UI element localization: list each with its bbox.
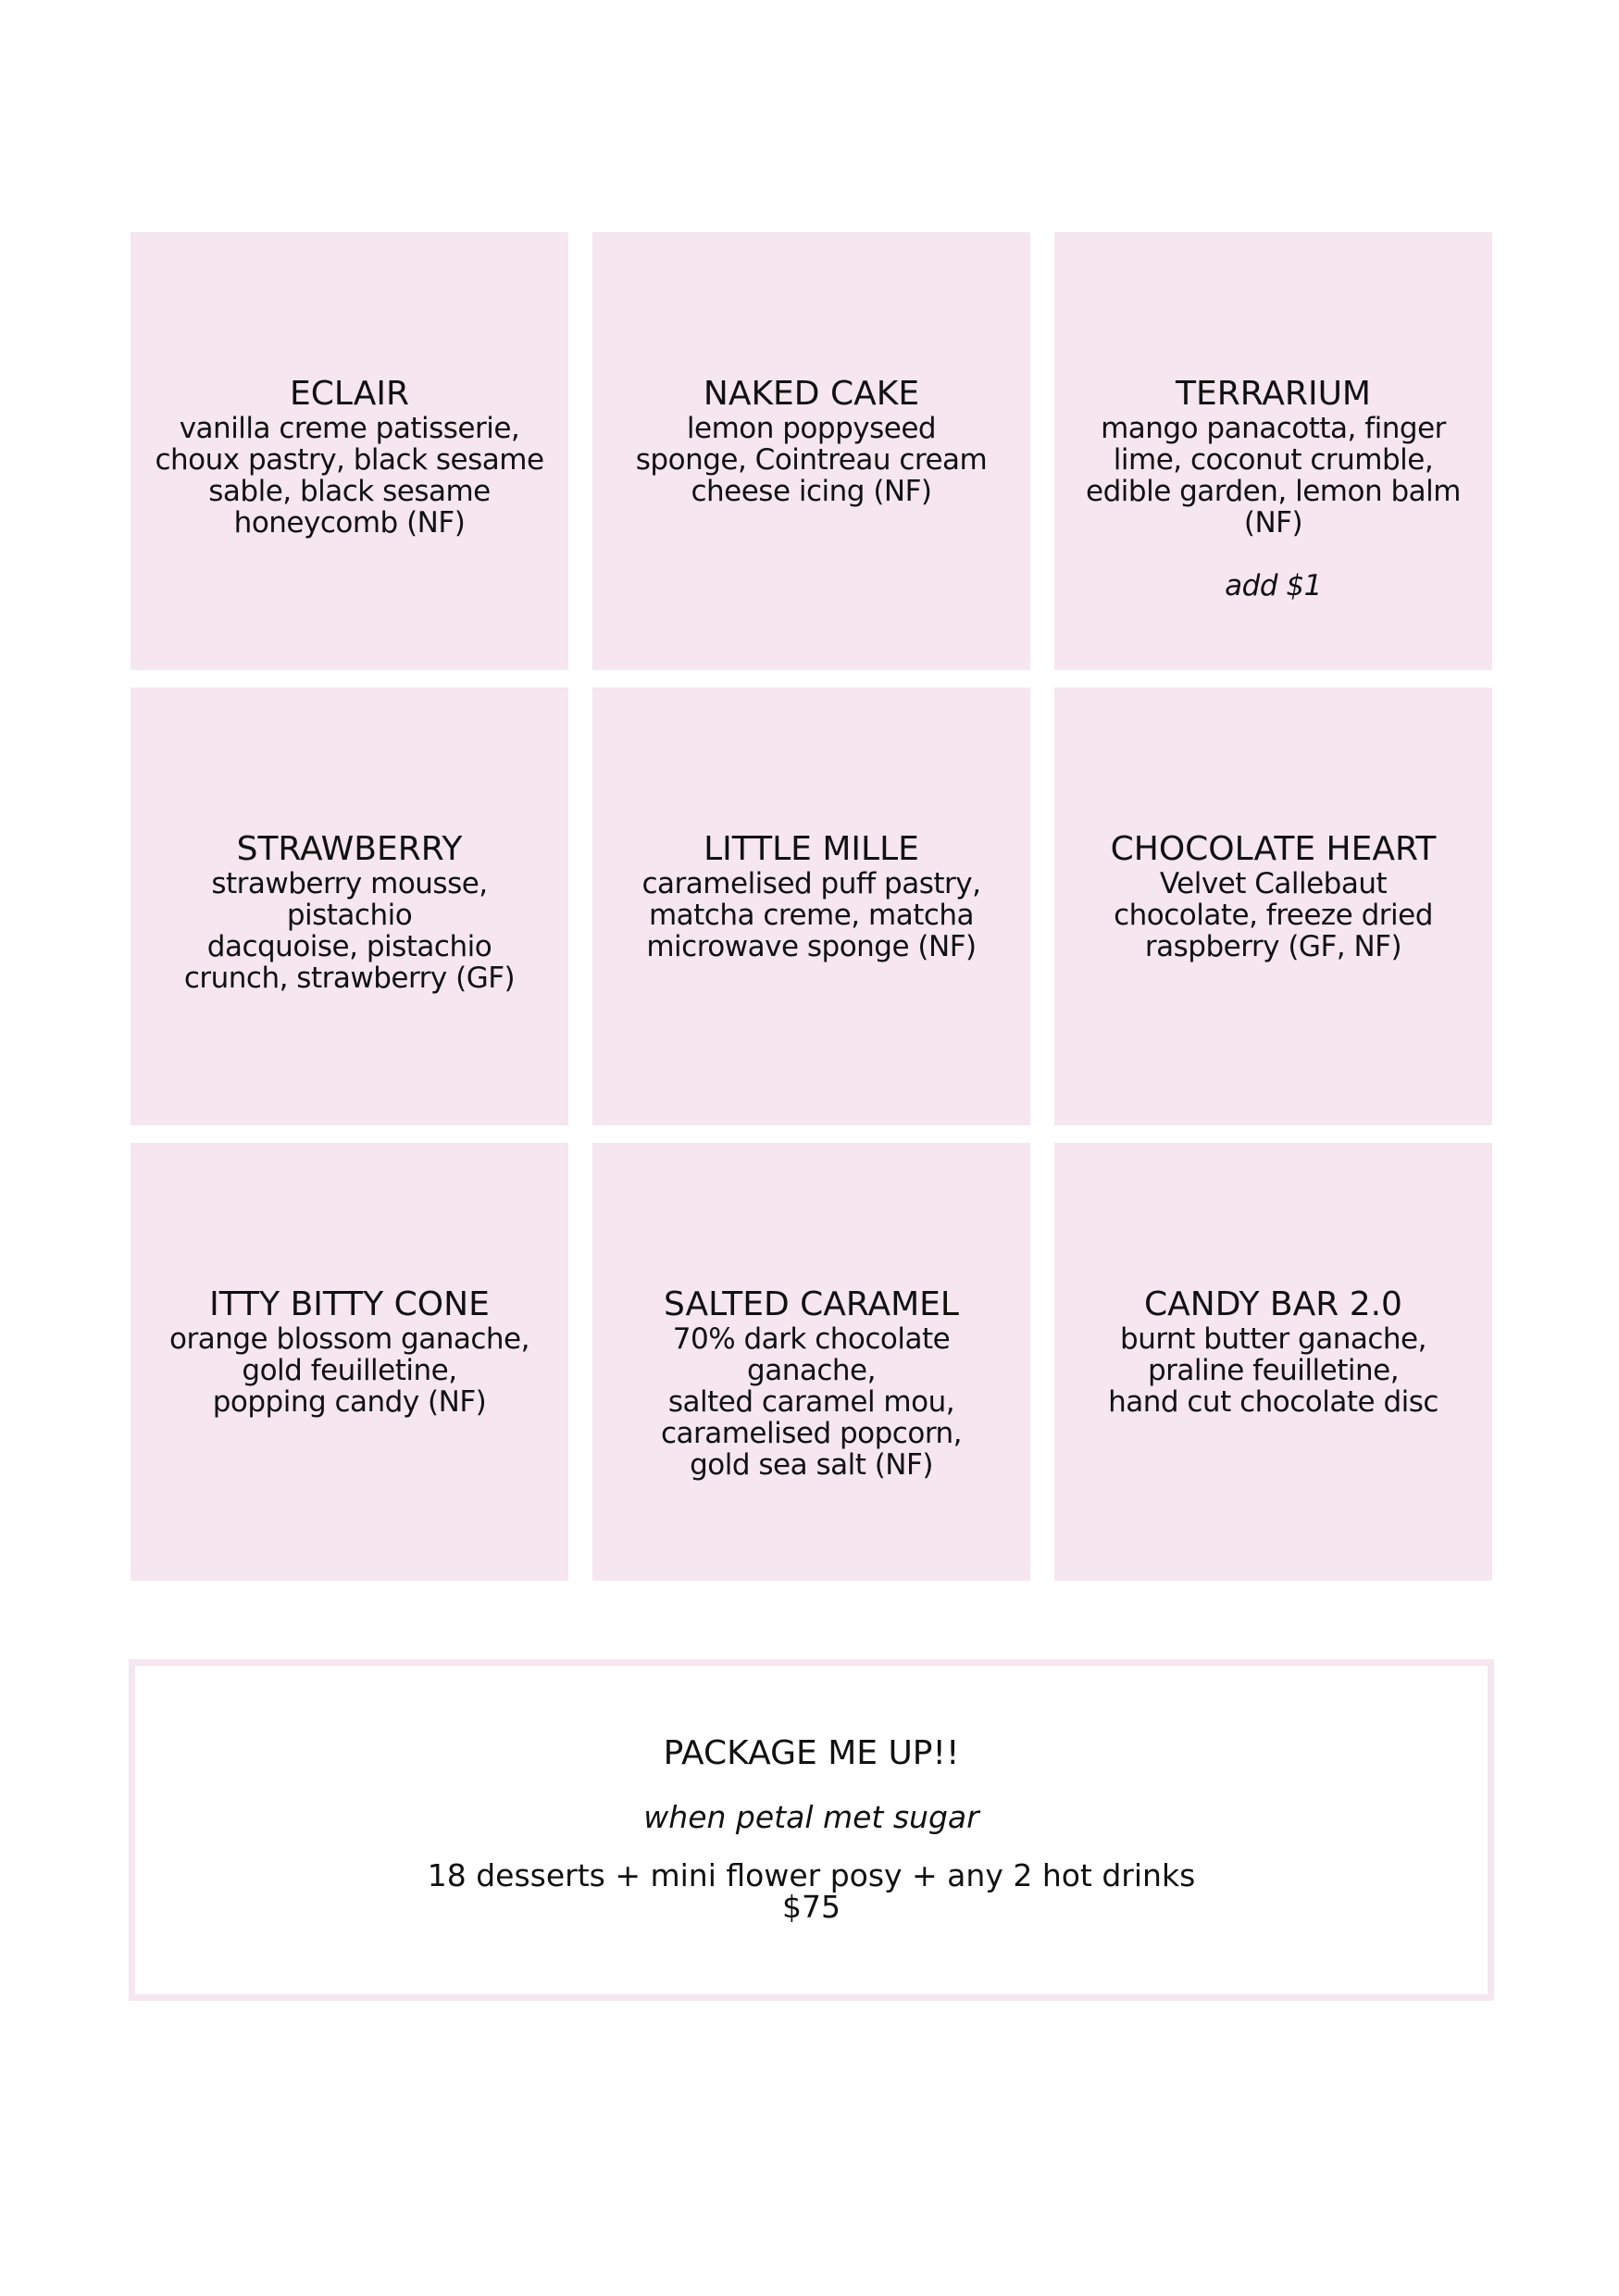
package-subtitle: when petal met sugar — [643, 1799, 979, 1835]
item-description: caramelised puff pastry, matcha creme, matcha microwave sponge (NF) — [641, 867, 981, 963]
item-description: strawberry mousse, pistachio dacquoise, pistachio crunch, strawberry (GF) — [183, 867, 516, 995]
menu-card-candy-bar — [1054, 1143, 1492, 1581]
menu-card-naked-cake — [592, 232, 1030, 670]
menu-card-little-mille — [592, 688, 1030, 1125]
item-surcharge: add $1 — [1225, 569, 1322, 602]
package-title: PACKAGE ME UP!! — [663, 1734, 960, 1772]
item-title: ECLAIR — [289, 375, 410, 413]
menu-card-strawberry — [131, 688, 568, 1125]
menu-card-salted-caramel — [592, 1143, 1030, 1581]
menu-card-terrarium — [1054, 232, 1492, 670]
item-title: LITTLE MILLE — [704, 830, 919, 868]
item-description: 70% dark chocolate ganache, salted caramel mou, caramelised popcorn, gold sea salt (NF) — [660, 1322, 963, 1482]
menu-card-chocolate-heart — [1054, 688, 1492, 1125]
item-title: NAKED CAKE — [703, 375, 920, 413]
package-box — [129, 1659, 1494, 2001]
package-detail: 18 desserts + mini flower posy + any 2 hot drinks — [427, 1857, 1196, 1893]
item-title: ITTY BITTY CONE — [209, 1285, 490, 1323]
item-title: CANDY BAR 2.0 — [1144, 1285, 1402, 1323]
item-description: orange blossom ganache, gold feuilletine, popping candy (NF) — [169, 1322, 529, 1419]
item-description: burnt butter ganache, praline feuilletine, hand cut chocolate disc — [1108, 1322, 1438, 1419]
item-title: SALTED CARAMEL — [664, 1285, 959, 1323]
item-title: TERRARIUM — [1176, 375, 1371, 413]
menu-card-itty-bitty-cone — [131, 1143, 568, 1581]
dessert-menu-grid — [131, 232, 1492, 1581]
item-description: lemon poppyseed sponge, Cointreau cream cheese icing (NF) — [635, 412, 988, 508]
item-description: vanilla creme patisserie, choux pastry, black sesame sable, black sesame honeycomb (NF) — [155, 412, 544, 540]
item-description: Velvet Callebaut chocolate, freeze dried raspberry (GF, NF) — [1114, 867, 1433, 963]
item-title: CHOCOLATE HEART — [1110, 830, 1437, 868]
item-description: mango panacotta, finger lime, coconut crumble, edible garden, lemon balm (NF) — [1086, 412, 1461, 540]
item-title: STRAWBERRY — [236, 830, 463, 868]
package-price: $75 — [782, 1889, 841, 1925]
menu-card-eclair — [131, 232, 568, 670]
